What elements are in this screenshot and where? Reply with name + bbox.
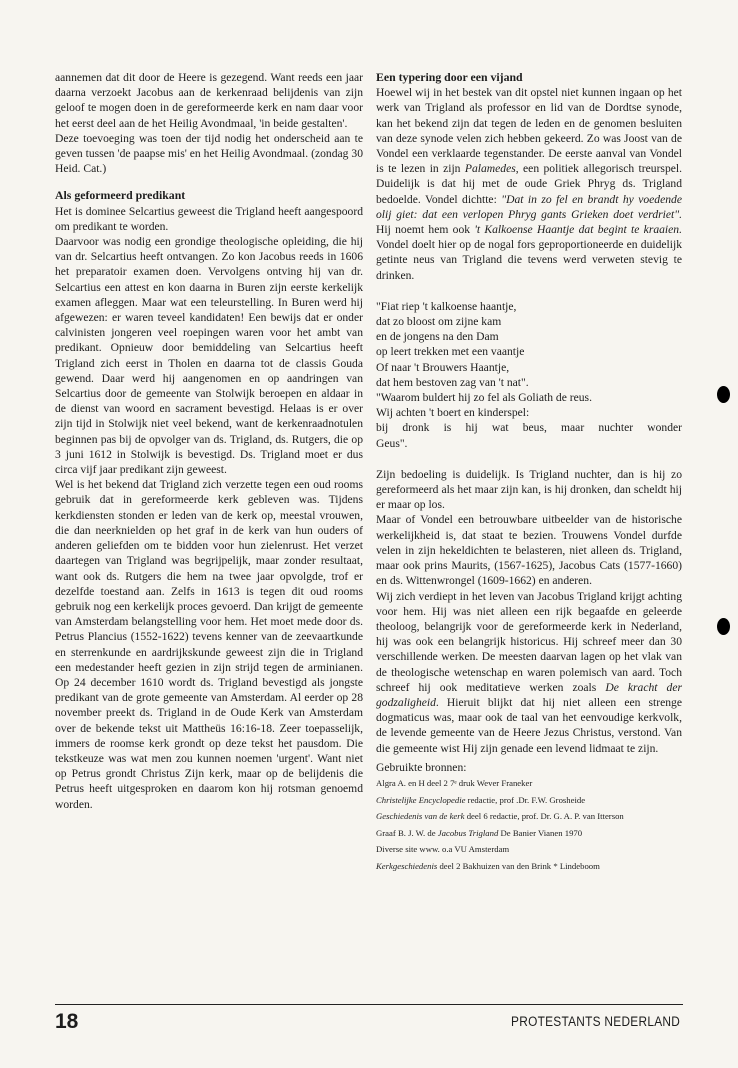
paragraph (376, 589, 682, 756)
source-title: Jacobus Trigland (437, 827, 499, 838)
source-item: Algra A. en H deel 2 7ᵉ druk Wever Franeker (376, 777, 533, 788)
poem-line: Wij achten 't boert en kinderspel: (376, 406, 530, 420)
poem-line: en de jongens na den Dam (376, 330, 499, 344)
source-item (376, 792, 682, 809)
poem-line: Geus". (376, 436, 408, 450)
section-heading: Een typering door een vijand (376, 70, 523, 84)
paragraph: Wel is het bekend dat Trigland zich verzette tegen een oud rooms gebruik dat in gereformeerde kerk gebleven was. Tijdens kerkdiensten stonden er leden van de kerk op, meestal vrouwen, die dan neerknielden op het graf in de kerk van hun ouders of anderen geliefden om te bidden voor hun zielenrust. Het verzet daartegen van Trigland was begrijpelijk, maar zonder resultaat, want ook ds. Rutgers die hem na twee jaar opvolgde, trof er dezelfde toestand aan. Zelfs in 1613 is tegen dit oud rooms gebruik nog een kerkelijk proces gevoerd. Dan krijgt de gemeente van Amsterdam belangstelling voor hem. Het moet mede door ds. Petrus Plancius (1552-1622) tevens kenner van de zeevaartkunde en sterrenkunde en aardrijkskunde geweest zijn die in Trigland een medestander heeft gezien in zijn strijd tegen de arminianen. Op 24 december 1610 wordt ds. Trigland bevestigd als jongste predikant van de grote gemeente van Amsterdam. Al eerder op 28 november preekt ds. Trigland in de Oude Kerk van Amsterdam over de bekende tekst uit Mattheüs 16:16-18. Zeer toepasselijk, immers de roomse kerk grondt op deze tekst het pausdom. Die tekstkeuze was wat men zou kunnen noemen 'urgent'. Want niet op Petrus grondt Christus Zijn kerk, maar op de belijdenis die Petrus heeft uitgesproken en daarom kon hij rotsman genoemd worden. (55, 478, 363, 811)
source-item: Diverse site www. o.a VU Amsterdam (376, 844, 510, 855)
poem-line: dat zo bloost om zijne kam (376, 315, 502, 329)
book-title: De kracht der godzaligheid (376, 680, 683, 709)
text-run: Hoewel wij in het bestek van dit opstel niet kunnen ingaan op het werk van Trigland als professor en lid van de Dordtse synode, kan het bekend zijn dat tegen de leden en de genomen besluiten van deze synode velen zich hebben gekeerd. Zo was Joost van de Vondel een verklaarde tegenstander. De eerste aanval van Vondel is te lezen in zijn (376, 86, 682, 176)
text-run: De Banier Vianen 1970 (498, 827, 583, 838)
text-run: redactie, prof .Dr. F.W. Grosheide (465, 794, 586, 805)
poem-line: op leert trekken met een vaantje (376, 345, 525, 359)
text-run: , een politiek allegorisch treurspel. Duidelijk is dat hij met de oude Griek Phryg ds. Trigland bedoelde. Vondel dichtte: (376, 162, 683, 206)
source-title: Geschiedenis van de kerk (376, 811, 465, 822)
quote: 't Kalkoense Haantje dat begint te kraaien. (474, 223, 682, 237)
sources-heading: Gebruikte bronnen: (376, 760, 467, 774)
paragraph: Deze toevoeging was toen der tijd nodig het onderscheid aan te geven tussen 'de paapse mis' en het Heilig Avondmaal. (zondag 30 Heid. Cat.) (55, 131, 363, 176)
right-column (376, 70, 682, 875)
paragraph: Maar of Vondel een betrouwbare uitbeelder van de historische werkelijkheid is, dat staat te bezien. Trouwens Vondel durfde velen in zijn hekeldichten te belasteren, niet alleen ds. Trigland, maar ook prins Maurits, (1567-1625), Jacobus Cats (1577-1660) en ds. Wittenwrongel (1609-1662) en anderen. (376, 513, 682, 588)
punch-hole-icon (717, 386, 730, 403)
source-item (376, 808, 682, 825)
poem-line: bij dronk is hij wat beus, maar nuchter wonder (376, 421, 682, 435)
magazine-name: PROTESTANTS NEDERLAND (510, 1014, 680, 1029)
punch-hole-icon (717, 618, 730, 635)
text-run: Hij noemt hem ook (376, 223, 475, 237)
source-title: Kerkgeschiedenis (376, 860, 438, 871)
poem (376, 299, 682, 451)
source-title: Christelijke Encyclopedie (376, 794, 466, 805)
paragraph: Het is dominee Selcartius geweest die Trigland heeft aangespoord om predikant te worden. (55, 204, 363, 233)
left-column (55, 70, 363, 812)
source-item (376, 825, 682, 842)
text-run: deel 6 redactie, prof. Dr. G. A. P. van Itterson (464, 811, 624, 822)
paragraph: Zijn bedoeling is duidelijk. Is Trigland nuchter, dan is hij zo gereformeerd als het maar zijn kan, is hij dronken, dan scheldt hij er maar op los. (376, 467, 682, 512)
book-title: Palamedes (464, 162, 516, 176)
text-run: Vondel doelt hier op de nogal fors geproportioneerde en duidelijk getinte neus van Trigland die tevens werd verweten stevig te drinken. (376, 238, 682, 282)
text-run: . Hieruit blijkt dat hij niet alleen een strenge dogmaticus was, maar ook de taal van het eenvoudige kerkvolk, de levende gemeente van de Heere Jezus Christus, verstond. Van die gemeente wist Hij zijn genade een levend lidmaat te zijn. (376, 695, 682, 755)
poem-line: Of naar 't Brouwers Haantje, (376, 360, 510, 374)
paragraph: aannemen dat dit door de Heere is gezegend. Want reeds een jaar daarna verzoekt Jacobus aan de kerkenraad belijdenis van zijn geloof te mogen doen in de gereformeerde kerk en nam daar voor het eerst deel aan de het Heilig Avondmaal, 'in beide gestalten'. (55, 71, 363, 130)
source-item (376, 858, 682, 875)
text-run: deel 2 Bakhuizen van den Brink * Lindeboom (437, 860, 600, 871)
section-heading: Als geformeerd predikant (55, 188, 186, 203)
footer-divider (55, 1004, 683, 1005)
poem-line: dat hem bestoven zag van 't nat". (376, 375, 529, 389)
quote: "Dat in zo fel en brandt hy voedende olij giet: dat een verlopen Phryg gants Grieken doet verdriet". (376, 192, 682, 221)
paragraph (376, 85, 682, 283)
page-number: 18 (55, 1010, 79, 1033)
paragraph: Daarvoor was nodig een grondige theologische opleiding, die hij van dr. Selcartius heeft ontvangen. Zo kon Jacobus reeds in 1606 het preparatoir examen doen. Vervolgens ontving hij van dr. Selcartius een attest en kon daarna in Buren zijn eerste kerkelijk examen afleggen. Maar wat een teleurstelling. In Buren werd hij afgewezen: er waren teveel kandidaten! Een bewijs dat er onder calvinisten jongeren veel roepingen waren voor het ambt van predikant. Opnieuw door bemiddeling van Selcartius heeft Trigland zich eerst in Tholen en daarna tot de classis Gouda gewend. Daar werd hij aangenomen en op aandringen van Selcartius door de gemeente van Stolwijk beroepen en aldaar in de dienst van woord en sacrament bevestigd. Helaas is er over zijn tijd in Stolwijk niet veel bekend, want de kerkenraadnotulen beginnen pas bij de opvolger van ds. Trigland, ds. Rutgers, die op 3 juni 1612 in Stolwijk is bevestigd. Ds. Trigland moet er dus circa vijf jaar predikant zijn geweest. (55, 235, 363, 477)
poem-line: "Waarom buldert hij zo fel als Goliath de reus. (376, 391, 592, 405)
poem-line: "Fiat riep 't kalkoense haantje, (376, 299, 517, 313)
text-run: Wij zich verdiept in het leven van Jacobus Trigland krijgt achting voor hem. Hij was niet alleen een rijk begaafde en geleerde theoloog, belangrijk voor de gereformeerde kerk in Nederland, hij was ook een belangrijk historicus. Hij schreef meer dan 30 verschillende werken. De meesten daarvan lagen op het vlak van de theologische wetenschap en waren polemisch van aard. Toch schreef hij ook meditatieve werken zoals (376, 589, 682, 694)
text-run: Graaf B. J. W. de (376, 827, 438, 838)
